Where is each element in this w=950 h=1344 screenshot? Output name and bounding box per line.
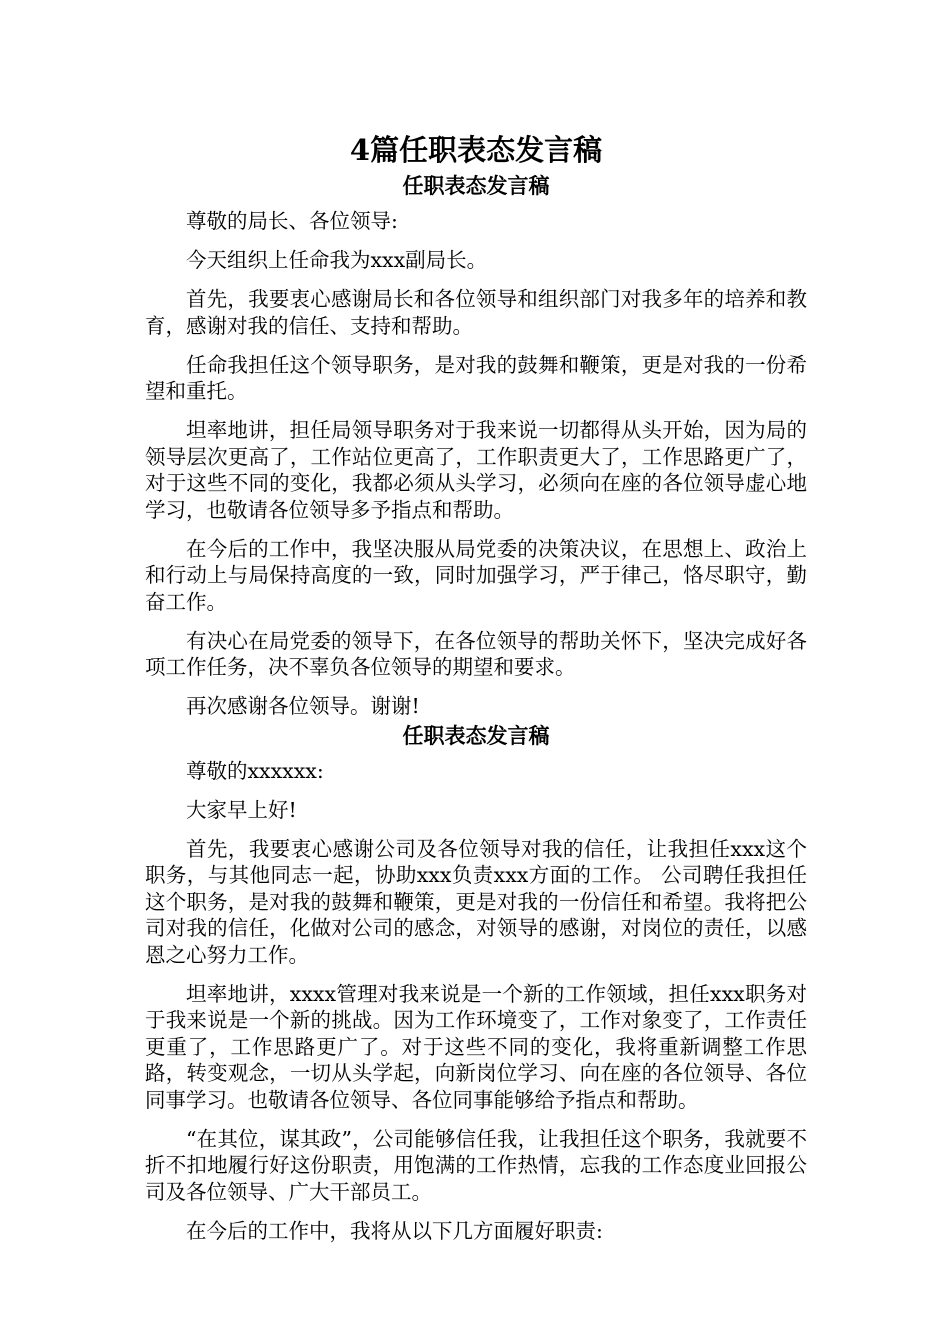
section-1 <box>145 170 807 720</box>
paragraph: 在今后的工作中，我坚决服从局党委的决策决议，在思想上、政治上和行动上与局保持高度的一致，同时加强学习，严于律己，恪尽职守，勤奋工作。 <box>145 536 807 614</box>
paragraph: 任命我担任这个领导职务，是对我的鼓舞和鞭策，更是对我的一份希望和重托。 <box>145 352 807 403</box>
paragraph: 坦率地讲，担任局领导职务对于我来说一切都得从头开始，因为局的领导层次更高了，工作站位更高了，工作职责更大了，工作思路更广了，对于这些不同的变化，我都必须从头学习，必须向在座的各位领导虚心地学习，也敬请各位领导多予指点和帮助。 <box>145 418 807 522</box>
paragraph: 在今后的工作中，我将从以下几方面履好职责: <box>186 1218 603 1243</box>
paragraph: “在其位，谋其政”，公司能够信任我，让我担任这个职务，我就要不折不扣地履行好这份职责，用饱满的工作热情，忘我的工作态度业回报公司及各位领导、广大干部员工。 <box>145 1126 807 1204</box>
paragraph: 尊敬的xxxxxx: <box>186 758 324 783</box>
section-heading: 任职表态发言稿 <box>402 722 550 748</box>
paragraph: 再次感谢各位领导。谢谢! <box>186 694 420 718</box>
document-page <box>145 130 807 1257</box>
paragraph: 今天组织上任命我为xxx副局长。 <box>186 248 488 272</box>
section-heading: 任职表态发言稿 <box>402 173 550 198</box>
section-2 <box>145 720 807 1245</box>
paragraph: 坦率地讲，xxxx管理对我来说是一个新的工作领域，担任xxx职务对于我来说是一个新的挑战。因为工作环境变了，工作对象变了，工作责任更重了，工作思路更广了。对于这些不同的变化，我将重新调整工作思路，转变观念，一切从头学起，向新岗位学习、向在座的各位领导、各位同事学习。也敬请各位领导、各位同事能够给予指点和帮助。 <box>145 981 807 1112</box>
paragraph: 大家早上好! <box>186 797 297 822</box>
paragraph: 首先，我要衷心感谢公司及各位领导对我的信任，让我担任xxx这个职务，与其他同志一起，协助xxx负责xxx方面的工作。 公司聘任我担任这个职务，是对我的鼓舞和鞭策，更是对我的一份信任和希望。我将把公司对我的信任，化做对公司的感念，对领导的感谢，对岗位的责任，以感恩之心努力工作。 <box>145 836 807 967</box>
paragraph: 首先，我要衷心感谢局长和各位领导和组织部门对我多年的培养和教育，感谢对我的信任、支持和帮助。 <box>145 287 807 338</box>
paragraph: 尊敬的局长、各位领导: <box>186 209 398 233</box>
document-title: 4篇任职表态发言稿 <box>349 133 603 167</box>
paragraph: 有决心在局党委的领导下，在各位领导的帮助关怀下，坚决完成好各项工作任务，决不辜负各位领导的期望和要求。 <box>145 628 807 679</box>
